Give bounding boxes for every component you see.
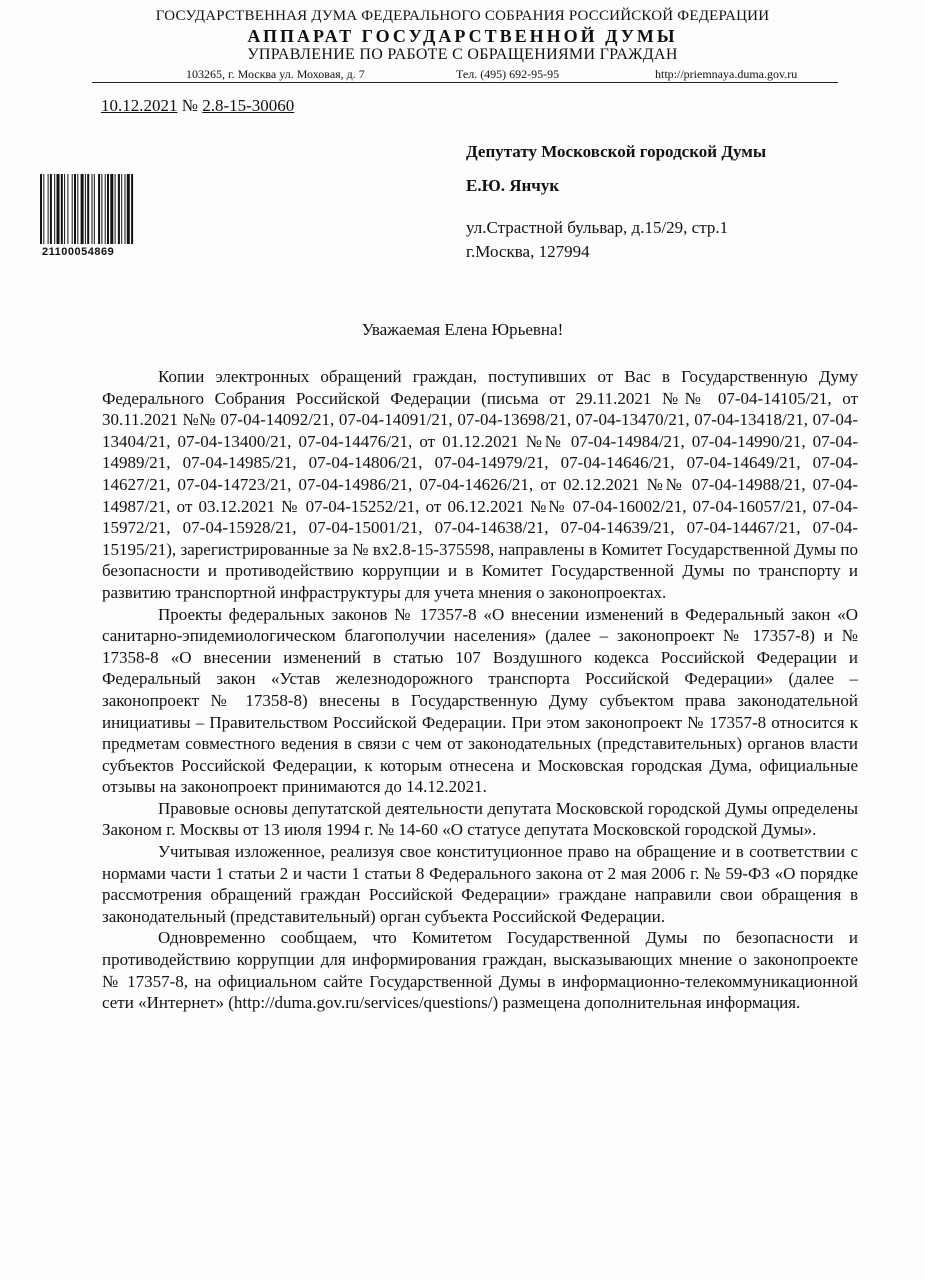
apparatus-title: АППАРАТ ГОСУДАРСТВЕННОЙ ДУМЫ (247, 26, 678, 46)
department-title: УПРАВЛЕНИЕ ПО РАБОТЕ С ОБРАЩЕНИЯМИ ГРАЖДАН (247, 46, 678, 63)
body-paragraph: Учитывая изложенное, реализуя свое конституционное право на обращение и в соответствии с нормами части 1 статьи 2 и части 1 статьи 8 Федерального закона от 2 мая 2006 г. № 59-ФЗ «О порядке рассмотрения обращений граждан Российской Федерации» граждане направили свои обращения в законодательный (представительный) орган субъекта Российской Федерации. (102, 842, 858, 926)
org-name-line: ГОСУДАРСТВЕННАЯ ДУМА ФЕДЕРАЛЬНОГО СОБРАНИЯ РОССИЙСКОЙ ФЕДЕРАЦИИ (155, 8, 770, 24)
body-paragraph: Правовые основы депутатской деятельности депутата Московской городской Думы определены Законом г. Москвы от 13 июля 1994 г. № 14-60 «О статусе депутата Московской городской Думы». (102, 798, 858, 840)
number-sign: № (181, 96, 198, 115)
body-paragraph: Одновременно сообщаем, что Комитетом Государственной Думы по безопасности и противодействию коррупции для информирования граждан, высказывающих мнение о законопроекте № 17357-8, на официальном сайте Государственной Думы в информационно-телекоммуникационной сети «Интернет» (http://duma.gov.ru/services/questions/) размещена дополнительная информация. (102, 928, 858, 1013)
greeting: Уважаемая Елена Юрьевна! (361, 320, 564, 339)
document-number: 2.8-15-30060 (202, 96, 295, 115)
body-paragraph: Копии электронных обращений граждан, поступивших от Вас в Государственную Думу Федерального Собрания Российской Федерации (письма от 29.11.2021 №№ 07-04-14105/21, от 30.11.2021 №№ 07-04-14092/21, 07-04-14091/21, 07-04-13698/21, 07-04-13470/21, 07-04-13418/21, 07-04-13404/21, 07-04-13400/21, 07-04-14476/21, от 01.12.2021 №№ 07-04-14984/21, 07-04-14990/21, 07-04-14989/21, 07-04-14985/21, 07-04-14806/21, 07-04-14979/21, 07-04-14646/21, 07-04-14649/21, 07-04-14627/21, 07-04-14723/21, 07-04-14986/21, 07-04-14626/21, от 02.12.2021 №№ 07-04-14988/21, 07-04-14987/21, от 03.12.2021 № 07-04-15252/21, от 06.12.2021 №№ 07-04-16002/21, 07-04-16057/21, 07-04-15972/21, 07-04-15928/21, 07-04-15001/21, 07-04-14638/21, 07-04-14639/21, 07-04-14467/21, 07-04-15195/21), зарегистрированные за № вх2.8-15-375598, направлены в Комитет Государственной Думы по безопасности и противодействию коррупции и в Комитет Государственной Думы по транспорту и развитию транспортной инфраструктуры для учета мнения о законопроектах. (102, 367, 858, 602)
document-date: 10.12.2021 (101, 96, 178, 115)
recipient-name: Е.Ю. Янчук (466, 176, 560, 195)
recipient-street: ул.Страстной бульвар, д.15/29, стр.1 (466, 218, 729, 237)
recipient-title: Депутату Московской городской Думы (466, 142, 767, 161)
barcode-icon (40, 174, 166, 244)
body-paragraph: Проекты федеральных законов № 17357-8 «О внесении изменений в Федеральный закон «О санитарно-эпидемиологическом благополучии населения» (далее – законопроект № 17357-8) и № 17358-8 «О внесении изменений в статью 107 Воздушного кодекса Российской Федерации и Федеральный закон «Устав железнодорожного транспорта Российской Федерации» (далее – законопроект № 17358-8) внесены в Государственную Думу субъектом права законодательной инициативы – Правительством Российской Федерации. При этом законопроект № 17357-8 относится к предметам совместного ведения в связи с чем от законодательных (представительных) органов власти субъектов Российской Федерации, к которым отнесена и Московская городская Дума, официальные отзывы на законопроект принимаются до 14.12.2021. (102, 604, 858, 797)
document-number-line (101, 96, 294, 116)
barcode-number: 21100054869 (42, 246, 115, 258)
org-phone: Тел. (495) 692-95-95 (456, 67, 560, 81)
letter-body (102, 366, 858, 1014)
header-divider (92, 82, 838, 83)
recipient-city: г.Москва, 127994 (466, 242, 590, 261)
org-address: 103265, г. Москва ул. Моховая, д. 7 (186, 67, 365, 81)
org-website: http://priemnaya.duma.gov.ru (655, 67, 798, 81)
